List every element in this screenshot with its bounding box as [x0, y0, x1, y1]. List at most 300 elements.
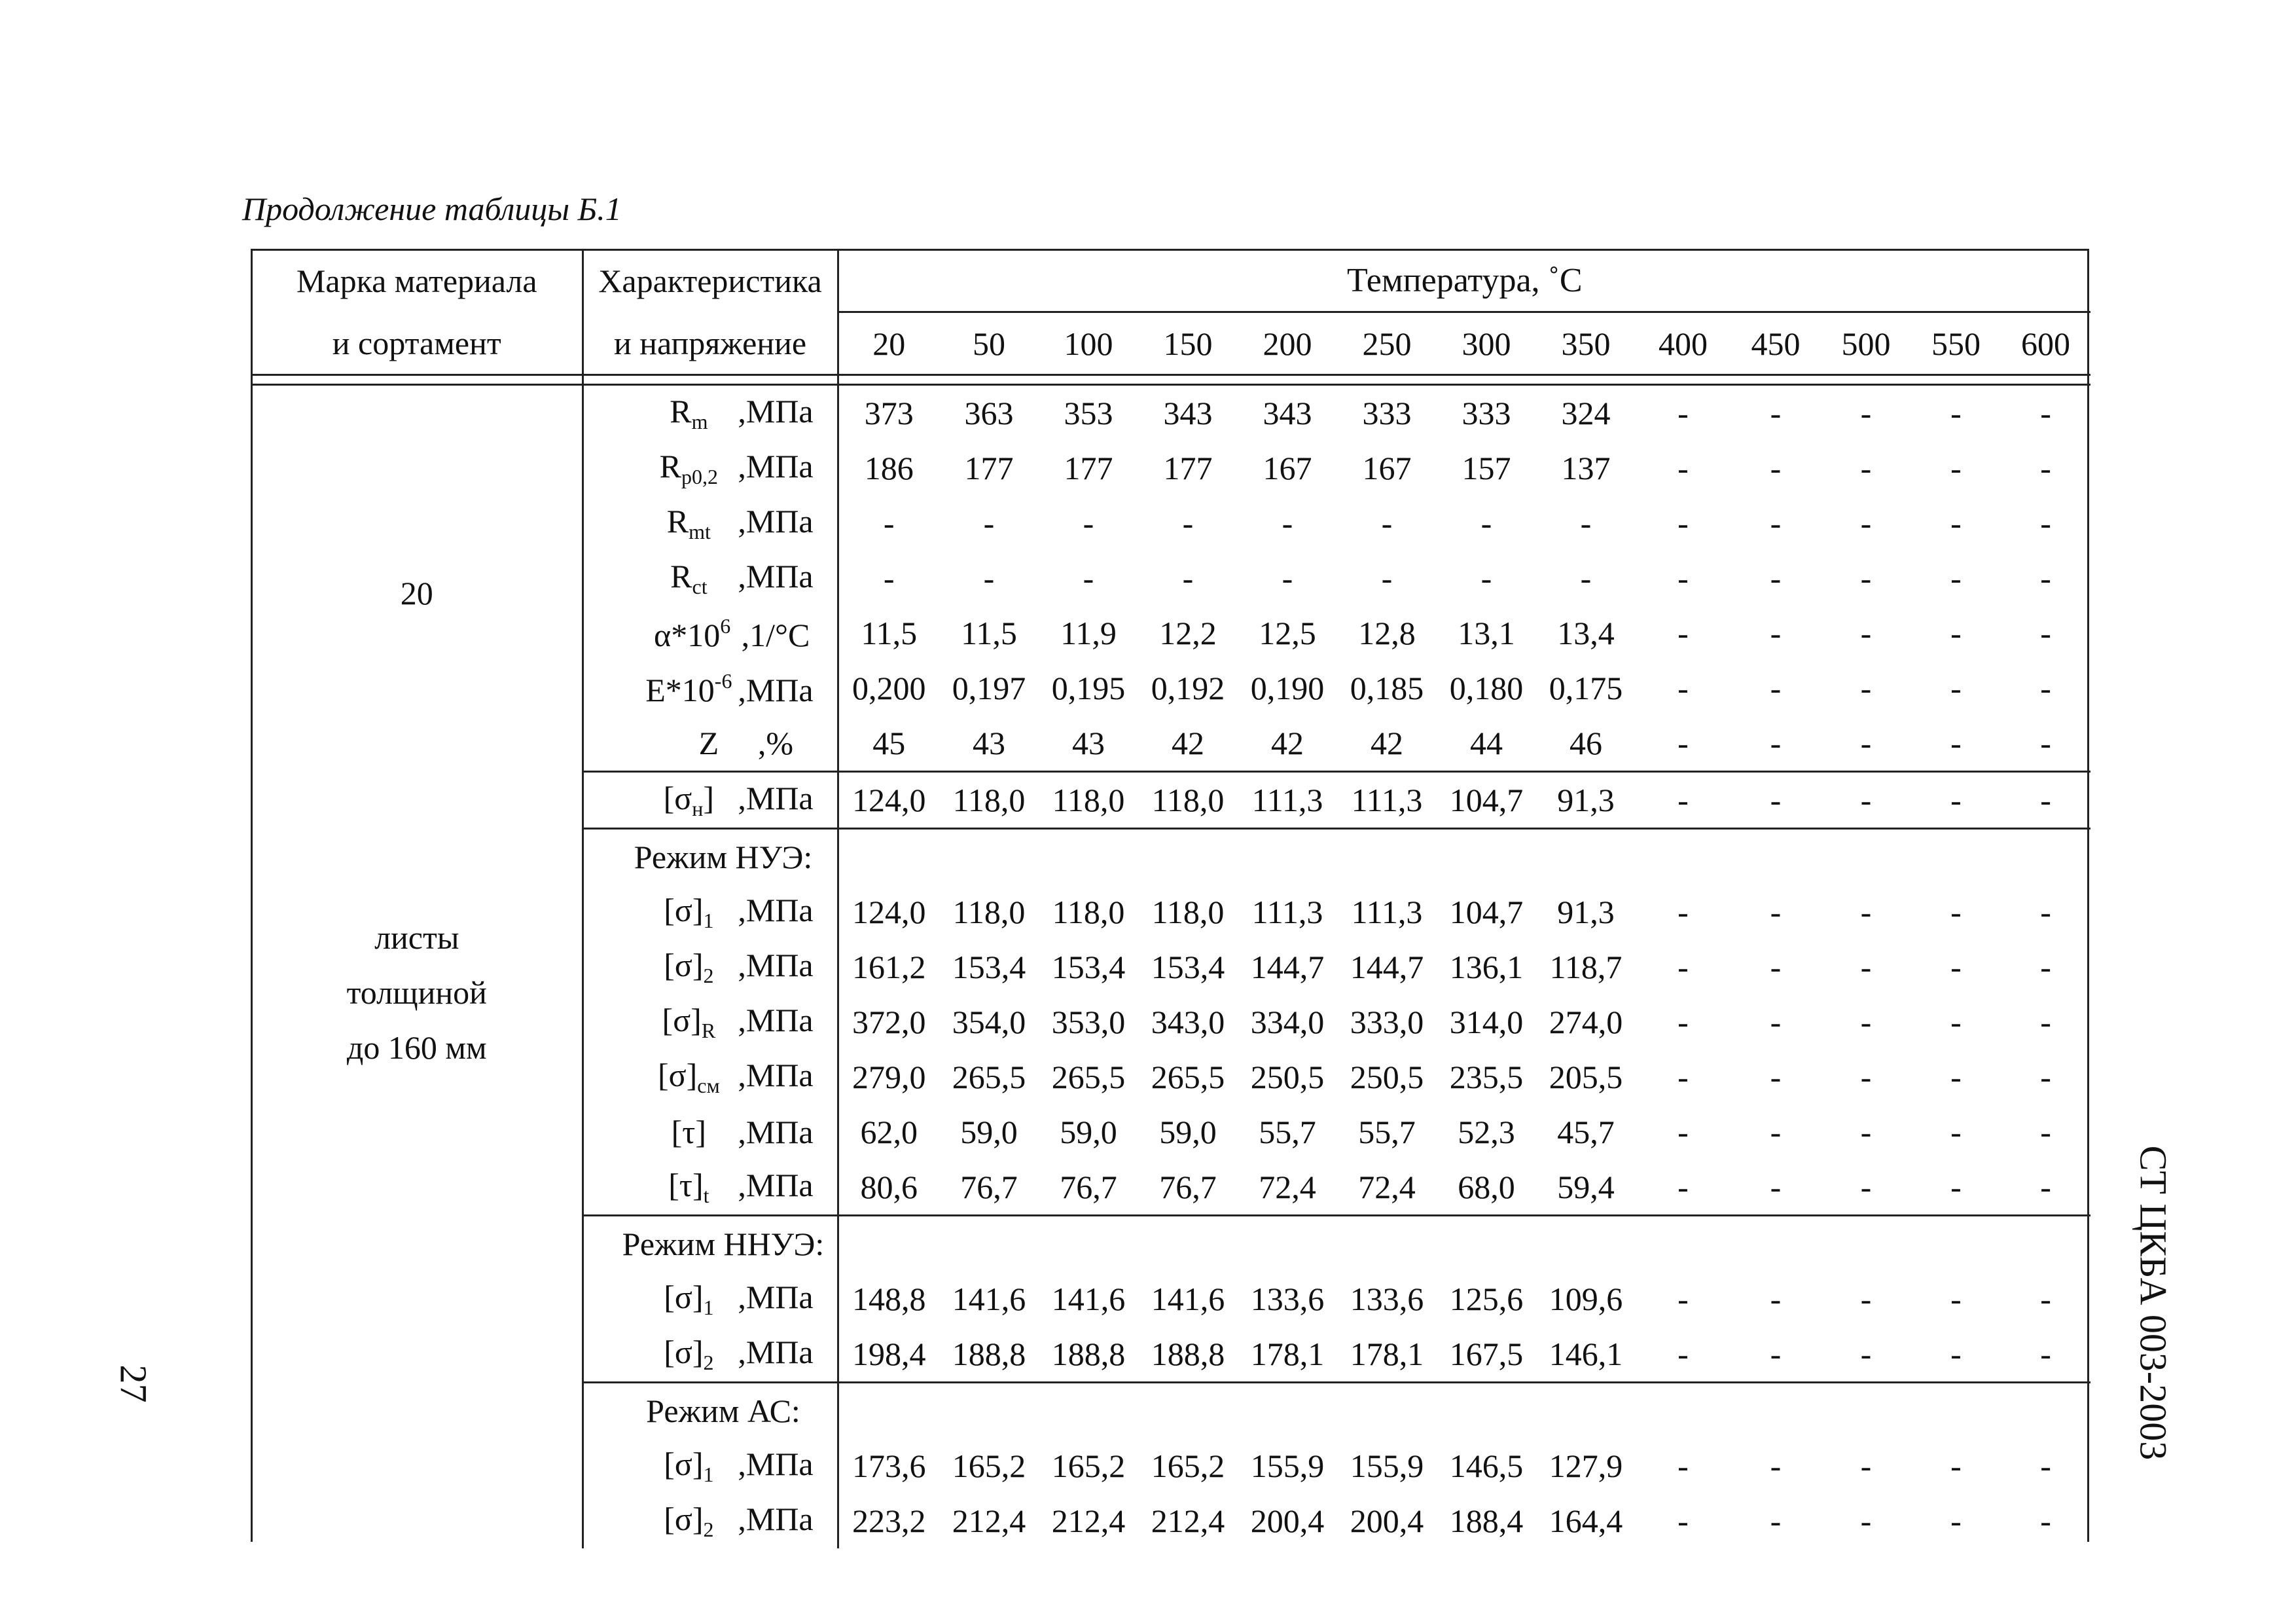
- characteristic-unit: ,МПа: [738, 671, 814, 708]
- characteristic-cell: [583, 606, 838, 661]
- value-cell: 148,8: [838, 1271, 939, 1326]
- value-cell: -: [2040, 1336, 2051, 1372]
- value-cell: -: [838, 496, 939, 551]
- value-cell: 177: [1064, 450, 1113, 486]
- value-cell: 59,0: [960, 1114, 1018, 1150]
- value-cell: 118,0: [1052, 894, 1125, 930]
- value-cell: -: [2040, 1004, 2051, 1040]
- value-cell: 76,7: [960, 1169, 1018, 1205]
- value-cell: 146,5: [1449, 1448, 1524, 1484]
- value-cell: 111,3: [1337, 772, 1437, 829]
- characteristic-symbol: $R_{ct}$: [670, 557, 708, 598]
- mode-title: Режим НУЭ:: [583, 829, 838, 885]
- header-separator: [252, 375, 2090, 385]
- value-cell: -: [1770, 560, 1782, 596]
- value-cell: 12,5: [1259, 615, 1316, 651]
- temperature-col-20: 20: [838, 312, 939, 375]
- material-header: Марка материала: [296, 263, 537, 300]
- value-cell: 124,0: [838, 884, 939, 939]
- value-cell: 72,4: [1259, 1169, 1316, 1205]
- value-cell: 173,6: [838, 1438, 939, 1493]
- value-cell: 91,3: [1536, 772, 1636, 829]
- temperature-col-450: 450: [1731, 312, 1821, 375]
- characteristic-unit: ,МПа: [738, 1278, 814, 1315]
- value-cell: -: [1770, 1169, 1782, 1205]
- characteristic-unit: ,МПа: [738, 1114, 814, 1150]
- value-cell: -: [1770, 505, 1782, 541]
- value-cell: 265,5: [952, 1059, 1026, 1095]
- value-cell: -: [1911, 772, 2001, 829]
- characteristic-header: Характеристика: [583, 250, 838, 312]
- characteristic-cell: [583, 1271, 838, 1326]
- value-cell: -: [1677, 725, 1689, 761]
- value-cell: -: [2040, 395, 2051, 431]
- value-cell: 118,7: [1549, 949, 1623, 985]
- value-cell: 0,180: [1449, 670, 1524, 706]
- table-caption: Продолжение таблицы Б.1: [242, 191, 622, 227]
- value-cell: 353,0: [1051, 1004, 1126, 1040]
- characteristic-unit: ,МПа: [738, 1333, 814, 1370]
- value-cell: -: [1860, 560, 1872, 596]
- characteristic-cell: [583, 1326, 838, 1383]
- value-cell: 72,4: [1358, 1169, 1416, 1205]
- value-cell: -: [1950, 1059, 1962, 1095]
- characteristic-symbol: $[\sigma]_2$: [664, 1333, 714, 1374]
- temperature-col-250: 250: [1337, 312, 1437, 375]
- value-cell: -: [1950, 1004, 1962, 1040]
- value-cell: 177: [1163, 450, 1213, 486]
- value-cell: -: [1770, 1004, 1782, 1040]
- value-cell: -: [2040, 1059, 2051, 1095]
- characteristic-symbol: $R_{mt}$: [666, 502, 711, 543]
- value-cell: 0,195: [1051, 670, 1126, 706]
- value-cell: -: [1770, 1336, 1782, 1372]
- characteristic-header-line2: и напряжение: [583, 312, 838, 375]
- value-cell: 111,3: [1351, 894, 1423, 930]
- value-cell: 0,185: [1350, 670, 1424, 706]
- value-cell: -: [2040, 949, 2051, 985]
- value-cell: -: [1950, 894, 1962, 930]
- characteristic-cell: [583, 994, 838, 1049]
- value-cell: -: [1860, 1004, 1872, 1040]
- value-cell: 44: [1470, 725, 1503, 761]
- value-cell: -: [1083, 560, 1094, 596]
- value-cell: -: [1860, 894, 1872, 930]
- value-cell: -: [2040, 450, 2051, 486]
- value-cell: -: [1480, 505, 1492, 541]
- characteristic-symbol: $[\sigma]_1$: [664, 1278, 714, 1319]
- page-number: 27: [112, 1364, 155, 1403]
- value-cell: 59,0: [1060, 1114, 1117, 1150]
- characteristic-cell: [583, 1104, 838, 1159]
- value-cell: 155,9: [1350, 1448, 1424, 1484]
- characteristic-unit: ,МПа: [738, 1001, 814, 1038]
- value-cell: -: [1731, 772, 1821, 829]
- value-cell: 141,6: [1151, 1281, 1225, 1317]
- value-cell: -: [1770, 1503, 1782, 1539]
- material-grade: 20: [400, 575, 433, 611]
- mode-title: Режим ННУЭ:: [583, 1216, 838, 1272]
- value-cell: 42: [1371, 725, 1403, 761]
- characteristic-symbol: $[\sigma]_1$: [664, 891, 714, 932]
- value-cell: -: [1770, 1281, 1782, 1317]
- temperature-col-600: 600: [2001, 312, 2090, 375]
- material-header-line2: и сортамент: [332, 324, 501, 361]
- value-cell: -: [983, 560, 995, 596]
- characteristic-unit: ,МПа: [738, 392, 814, 429]
- temperature-col-300: 300: [1437, 312, 1536, 375]
- value-cell: 198,4: [838, 1326, 939, 1383]
- value-cell: 59,0: [1159, 1114, 1217, 1150]
- value-cell: -: [1950, 505, 1962, 541]
- characteristic-symbol: $[\sigma]_2$: [664, 946, 714, 987]
- characteristic-cell: [583, 385, 838, 441]
- characteristic-cell: [583, 884, 838, 939]
- value-cell: -: [1083, 505, 1094, 541]
- value-cell: 333: [1462, 395, 1511, 431]
- value-cell: 45,7: [1557, 1114, 1615, 1150]
- value-cell: 42: [1271, 725, 1304, 761]
- value-cell: 43: [1072, 725, 1105, 761]
- value-cell: -: [1950, 949, 1962, 985]
- value-cell: -: [1860, 1503, 1872, 1539]
- characteristic-unit: ,1/°С: [741, 616, 810, 653]
- characteristic-symbol: $R_{p0,2}$: [659, 447, 719, 488]
- value-cell: -: [1677, 894, 1689, 930]
- value-cell: -: [1677, 395, 1689, 431]
- value-cell: 118,0: [1138, 772, 1238, 829]
- characteristic-cell: [583, 716, 838, 772]
- value-cell: 11,5: [838, 606, 939, 661]
- value-cell: 200,4: [1350, 1503, 1424, 1539]
- value-cell: -: [1770, 1114, 1782, 1150]
- value-cell: 165,2: [952, 1448, 1026, 1484]
- characteristic-symbol: $R_m$: [670, 392, 708, 433]
- value-cell: 333,0: [1350, 1004, 1424, 1040]
- value-cell: 153,4: [1051, 949, 1126, 985]
- value-cell: -: [1950, 1114, 1962, 1150]
- value-cell: -: [2040, 894, 2051, 930]
- value-cell: -: [1950, 1281, 1962, 1317]
- value-cell: 80,6: [838, 1159, 939, 1216]
- value-cell: -: [1677, 560, 1689, 596]
- value-cell: 144,7: [1350, 949, 1424, 985]
- value-cell: -: [1950, 1503, 1962, 1539]
- value-cell: 136,1: [1449, 949, 1524, 985]
- value-cell: -: [1860, 1114, 1872, 1150]
- characteristic-symbol: $E*10^{-6}$: [645, 668, 732, 708]
- value-cell: 43: [973, 725, 1005, 761]
- value-cell: -: [1860, 615, 1872, 651]
- value-cell: -: [1950, 670, 1962, 706]
- value-cell: -: [1950, 450, 1962, 486]
- value-cell: 343: [1263, 395, 1312, 431]
- characteristic-symbol: $[\sigma]_1$: [664, 1445, 714, 1486]
- mode-blank: [838, 1383, 2090, 1439]
- characteristic-cell: [583, 441, 838, 496]
- characteristic-unit: ,МПа: [738, 779, 814, 816]
- value-cell: -: [1636, 772, 1731, 829]
- value-cell: 12,8: [1358, 615, 1416, 651]
- value-cell: -: [1282, 505, 1293, 541]
- characteristic-cell: [583, 1438, 838, 1493]
- characteristic-unit: ,МПа: [738, 557, 814, 594]
- value-cell: 109,6: [1549, 1281, 1623, 1317]
- value-cell: 13,1: [1458, 615, 1515, 651]
- characteristic-symbol: [τ]: [671, 1114, 707, 1150]
- value-cell: 146,1: [1549, 1336, 1623, 1372]
- value-cell: -: [1770, 395, 1782, 431]
- characteristic-symbol: $\alpha*10^6$: [654, 613, 731, 653]
- value-cell: -: [1950, 1336, 1962, 1372]
- characteristic-cell: [583, 1159, 838, 1216]
- value-cell: 205,5: [1549, 1059, 1623, 1095]
- value-cell: 133,6: [1350, 1281, 1424, 1317]
- value-cell: 235,5: [1449, 1059, 1524, 1095]
- material-properties-table: [252, 250, 2090, 1548]
- value-cell: 118,0: [952, 894, 1026, 930]
- temperature-col-200: 200: [1238, 312, 1337, 375]
- value-cell: 76,7: [1159, 1169, 1217, 1205]
- value-cell: -: [1770, 450, 1782, 486]
- characteristic-unit: ,%: [757, 725, 794, 761]
- value-cell: -: [1677, 1059, 1689, 1095]
- value-cell: -: [1770, 1448, 1782, 1484]
- value-cell: 45: [838, 716, 939, 772]
- value-cell: 372,0: [838, 994, 939, 1049]
- value-cell: 334,0: [1250, 1004, 1325, 1040]
- characteristic-cell: [583, 939, 838, 994]
- value-cell: -: [1282, 560, 1293, 596]
- value-cell: 250,5: [1250, 1059, 1325, 1095]
- value-cell: 177: [964, 450, 1014, 486]
- value-cell: -: [1182, 560, 1194, 596]
- value-cell: -: [1860, 1336, 1872, 1372]
- characteristic-unit: ,МПа: [738, 1166, 814, 1203]
- value-cell: 212,4: [1051, 1503, 1126, 1539]
- value-cell: 55,7: [1358, 1114, 1416, 1150]
- value-cell: -: [1677, 1169, 1689, 1205]
- temperature-col-50: 50: [939, 312, 1039, 375]
- characteristic-cell: [583, 661, 838, 716]
- value-cell: 343: [1163, 395, 1213, 431]
- value-cell: 178,1: [1350, 1336, 1424, 1372]
- characteristic-symbol: $[\sigma]_2$: [664, 1500, 714, 1541]
- value-cell: -: [1770, 670, 1782, 706]
- value-cell: -: [2040, 1281, 2051, 1317]
- value-cell: 0,190: [1250, 670, 1325, 706]
- temperature-col-500: 500: [1821, 312, 1911, 375]
- value-cell: -: [838, 551, 939, 606]
- value-cell: -: [1677, 1336, 1689, 1372]
- value-cell: 125,6: [1449, 1281, 1524, 1317]
- value-cell: -: [1860, 450, 1872, 486]
- value-cell: -: [1381, 560, 1393, 596]
- value-cell: -: [1770, 615, 1782, 651]
- value-cell: 157: [1462, 450, 1511, 486]
- value-cell: -: [2040, 505, 2051, 541]
- temperature-col-350: 350: [1536, 312, 1636, 375]
- value-cell: 42: [1172, 725, 1204, 761]
- value-cell: 0,175: [1549, 670, 1623, 706]
- value-cell: 165,2: [1051, 1448, 1126, 1484]
- characteristic-symbol: $[\sigma_н]$: [663, 779, 715, 820]
- value-cell: -: [1860, 725, 1872, 761]
- value-cell: -: [1860, 395, 1872, 431]
- characteristic-unit: ,МПа: [738, 502, 814, 539]
- value-cell: -: [1677, 505, 1689, 541]
- value-cell: -: [1677, 949, 1689, 985]
- value-cell: 167: [1263, 450, 1312, 486]
- value-cell: -: [1950, 1169, 1962, 1205]
- value-cell: 212,4: [1151, 1503, 1225, 1539]
- value-cell: -: [1860, 1448, 1872, 1484]
- value-cell: 144,7: [1250, 949, 1325, 985]
- value-cell: 265,5: [1151, 1059, 1225, 1095]
- characteristic-cell: [583, 772, 838, 829]
- mode-blank: [838, 1216, 2090, 1272]
- value-cell: -: [1950, 725, 1962, 761]
- value-cell: 141,6: [1051, 1281, 1126, 1317]
- document-code: СТ ЦКБА 003-2003: [2132, 1145, 2175, 1461]
- material-thickness-value: до 160 мм: [346, 1029, 487, 1066]
- characteristic-cell: [583, 496, 838, 551]
- value-cell: 223,2: [838, 1493, 939, 1548]
- value-cell: -: [1580, 560, 1592, 596]
- characteristic-cell: [583, 1049, 838, 1104]
- characteristic-cell: [583, 551, 838, 606]
- value-cell: 314,0: [1449, 1004, 1524, 1040]
- table-row: [252, 385, 2090, 441]
- value-cell: 11,5: [961, 615, 1017, 651]
- value-cell: 265,5: [1051, 1059, 1126, 1095]
- value-cell: 59,4: [1557, 1169, 1615, 1205]
- value-cell: 186: [838, 441, 939, 496]
- value-cell: -: [1677, 1004, 1689, 1040]
- value-cell: -: [1677, 1114, 1689, 1150]
- temperature-col-150: 150: [1138, 312, 1238, 375]
- value-cell: 11,9: [1060, 615, 1117, 651]
- value-cell: 161,2: [838, 939, 939, 994]
- value-cell: -: [1950, 1448, 1962, 1484]
- value-cell: 153,4: [952, 949, 1026, 985]
- characteristic-symbol: $[\sigma]_{см}$: [658, 1056, 720, 1097]
- value-cell: 274,0: [1549, 1004, 1623, 1040]
- material-cell: [252, 385, 583, 1549]
- characteristic-cell: [583, 1493, 838, 1548]
- value-cell: -: [2040, 1114, 2051, 1150]
- value-cell: 343,0: [1151, 1004, 1225, 1040]
- value-cell: 133,6: [1250, 1281, 1325, 1317]
- value-cell: -: [1182, 505, 1194, 541]
- value-cell: 188,4: [1449, 1503, 1524, 1539]
- characteristic-symbol: $[\tau]_t$: [668, 1166, 709, 1207]
- value-cell: 212,4: [952, 1503, 1026, 1539]
- characteristic-unit: ,МПа: [738, 1445, 814, 1482]
- characteristic-unit: ,МПа: [738, 891, 814, 928]
- value-cell: -: [2040, 560, 2051, 596]
- value-cell: -: [1677, 670, 1689, 706]
- value-cell: -: [1770, 894, 1782, 930]
- value-cell: 46: [1570, 725, 1602, 761]
- value-cell: 118,0: [1039, 772, 1138, 829]
- value-cell: -: [1860, 670, 1872, 706]
- value-cell: -: [1580, 505, 1592, 541]
- value-cell: -: [1860, 505, 1872, 541]
- value-cell: -: [1950, 395, 1962, 431]
- value-cell: 353: [1064, 395, 1113, 431]
- temperature-header: Температура, ˚С: [838, 250, 2090, 312]
- value-cell: 68,0: [1458, 1169, 1515, 1205]
- value-cell: 111,3: [1238, 772, 1337, 829]
- value-cell: 141,6: [952, 1281, 1026, 1317]
- value-cell: 363: [964, 395, 1014, 431]
- value-cell: 188,8: [952, 1336, 1026, 1372]
- value-cell: -: [1770, 1059, 1782, 1095]
- material-form: листы: [374, 919, 459, 956]
- value-cell: 188,8: [1151, 1336, 1225, 1372]
- value-cell: 188,8: [1051, 1336, 1126, 1372]
- value-cell: -: [1821, 772, 1911, 829]
- value-cell: 12,2: [1159, 615, 1217, 651]
- value-cell: 55,7: [1259, 1114, 1316, 1150]
- mode-blank: [838, 829, 2090, 885]
- value-cell: 167,5: [1449, 1336, 1524, 1372]
- value-cell: 127,9: [1549, 1448, 1623, 1484]
- characteristic-symbol: Z: [698, 725, 719, 761]
- value-cell: 333: [1362, 395, 1412, 431]
- value-cell: -: [1677, 1281, 1689, 1317]
- value-cell: -: [2040, 1169, 2051, 1205]
- temperature-col-550: 550: [1911, 312, 2001, 375]
- value-cell: -: [2001, 772, 2090, 829]
- value-cell: 354,0: [952, 1004, 1026, 1040]
- value-cell: -: [2040, 725, 2051, 761]
- value-cell: 153,4: [1151, 949, 1225, 985]
- value-cell: -: [1950, 615, 1962, 651]
- value-cell: -: [1860, 1281, 1872, 1317]
- value-cell: 111,3: [1251, 894, 1323, 930]
- value-cell: 279,0: [838, 1049, 939, 1104]
- value-cell: 200,4: [1250, 1503, 1325, 1539]
- value-cell: 52,3: [1458, 1114, 1515, 1150]
- value-cell: 91,3: [1557, 894, 1615, 930]
- value-cell: -: [2040, 1448, 2051, 1484]
- value-cell: -: [2040, 1503, 2051, 1539]
- material-thickness-label: толщиной: [346, 974, 487, 1011]
- value-cell: -: [1770, 725, 1782, 761]
- value-cell: -: [1480, 560, 1492, 596]
- value-cell: 164,4: [1549, 1503, 1623, 1539]
- value-cell: -: [983, 505, 995, 541]
- value-cell: 0,200: [838, 661, 939, 716]
- value-cell: -: [1677, 1503, 1689, 1539]
- value-cell: 0,192: [1151, 670, 1225, 706]
- value-cell: 373: [838, 385, 939, 441]
- value-cell: -: [1950, 560, 1962, 596]
- value-cell: 250,5: [1350, 1059, 1424, 1095]
- value-cell: 13,4: [1557, 615, 1615, 651]
- value-cell: -: [1860, 1059, 1872, 1095]
- value-cell: -: [2040, 670, 2051, 706]
- value-cell: -: [1860, 1169, 1872, 1205]
- value-cell: -: [1381, 505, 1393, 541]
- value-cell: 104,7: [1437, 772, 1536, 829]
- value-cell: 178,1: [1250, 1336, 1325, 1372]
- value-cell: 137: [1561, 450, 1611, 486]
- characteristic-unit: ,МПа: [738, 1500, 814, 1537]
- temperature-col-100: 100: [1039, 312, 1138, 375]
